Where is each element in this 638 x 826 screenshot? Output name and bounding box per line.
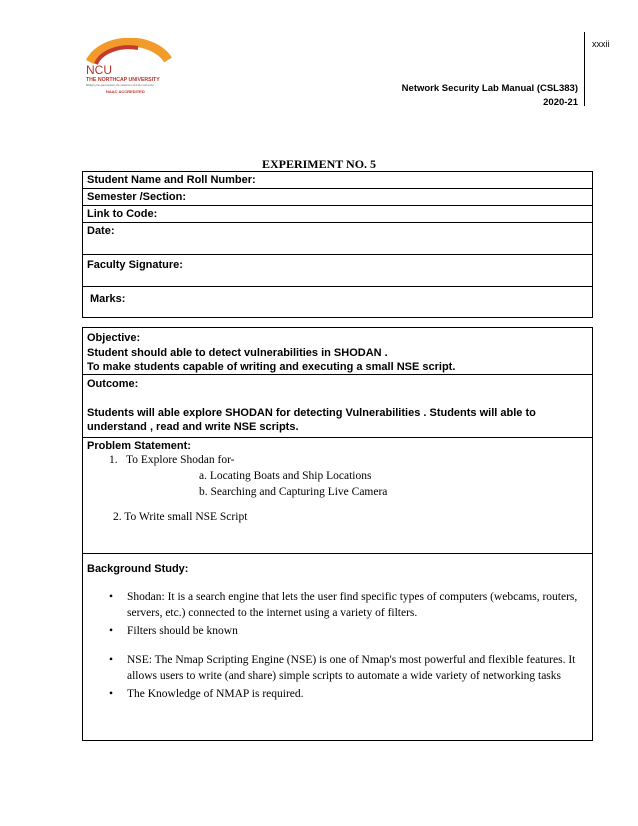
problem-item-text: To Explore Shodan for- [126, 454, 235, 466]
page-number: xxxii [592, 39, 610, 49]
manual-year: 2020-21 [543, 97, 578, 108]
objective-section [83, 328, 592, 375]
list-item: • Filters should be known [109, 625, 238, 637]
student-name-field: Student Name and Roll Number: [83, 172, 592, 189]
outcome-heading: Outcome: [87, 378, 139, 390]
manual-title: Network Security Lab Manual (CSL383) [401, 83, 578, 94]
header-divider [584, 32, 585, 106]
bullet: • [109, 625, 114, 637]
problem-statement-section [83, 438, 592, 554]
problem-heading: Problem Statement: [87, 440, 191, 452]
problem-item-number: 1. [109, 454, 118, 466]
problem-sub-item: a. Locating Boats and Ship Locations [199, 470, 372, 482]
marks-field: Marks: [90, 293, 126, 305]
logo-name: THE NORTHCAP UNIVERSITY [86, 77, 160, 83]
manual-header [402, 82, 578, 110]
list-item: • Shodan: It is a search engine that lets the user find specific types of computers (webcams, routers, servers, etc.) connected to the internet using a variety of filters. [109, 591, 578, 619]
experiment-details-table [82, 327, 593, 741]
background-study-section [83, 554, 592, 702]
outcome-line: understand , read and write NSE scripts. [87, 421, 299, 433]
outcome-section [83, 375, 592, 438]
problem-item [87, 453, 592, 468]
outcome-line: Students will able explore SHODAN for detecting Vulnerabilities . Students will able to [87, 406, 536, 419]
bullet: • [109, 654, 114, 666]
problem-sub-item: b. Searching and Capturing Live Camera [199, 486, 388, 498]
experiment-title: EXPERIMENT NO. 5 [261, 157, 377, 171]
logo-accreditation: NAAC ACCREDITED [106, 89, 145, 94]
student-info-table [82, 171, 593, 318]
link-to-code-field: Link to Code: [83, 206, 592, 223]
logo-abbrev: NCU [86, 63, 112, 77]
objective-line: Student should able to detect vulnerabilities in SHODAN . [87, 346, 388, 359]
objective-line: To make students capable of writing and executing a small NSE script. [87, 361, 456, 373]
list-item: • The Knowledge of NMAP is required. [109, 688, 304, 700]
bullet: • [109, 688, 114, 700]
background-heading: Background Study: [87, 563, 189, 575]
date-field: Date: [83, 223, 592, 255]
bullet: • [109, 591, 114, 603]
semester-field: Semester /Section: [83, 189, 592, 206]
university-logo [82, 38, 177, 96]
problem-item: 2. To Write small NSE Script [113, 511, 248, 523]
faculty-signature-field: Faculty Signature: [83, 255, 592, 287]
objective-heading: Objective: [87, 332, 141, 344]
list-item: • NSE: The Nmap Scripting Engine (NSE) is one of Nmap's most powerful and flexible features. It allows users to write (and share) simple scripts to automate a wide variety of networking tasks [109, 654, 576, 682]
logo-tagline: Bridging the gap between the classroom and the real world [86, 84, 154, 87]
background-list [87, 589, 592, 702]
